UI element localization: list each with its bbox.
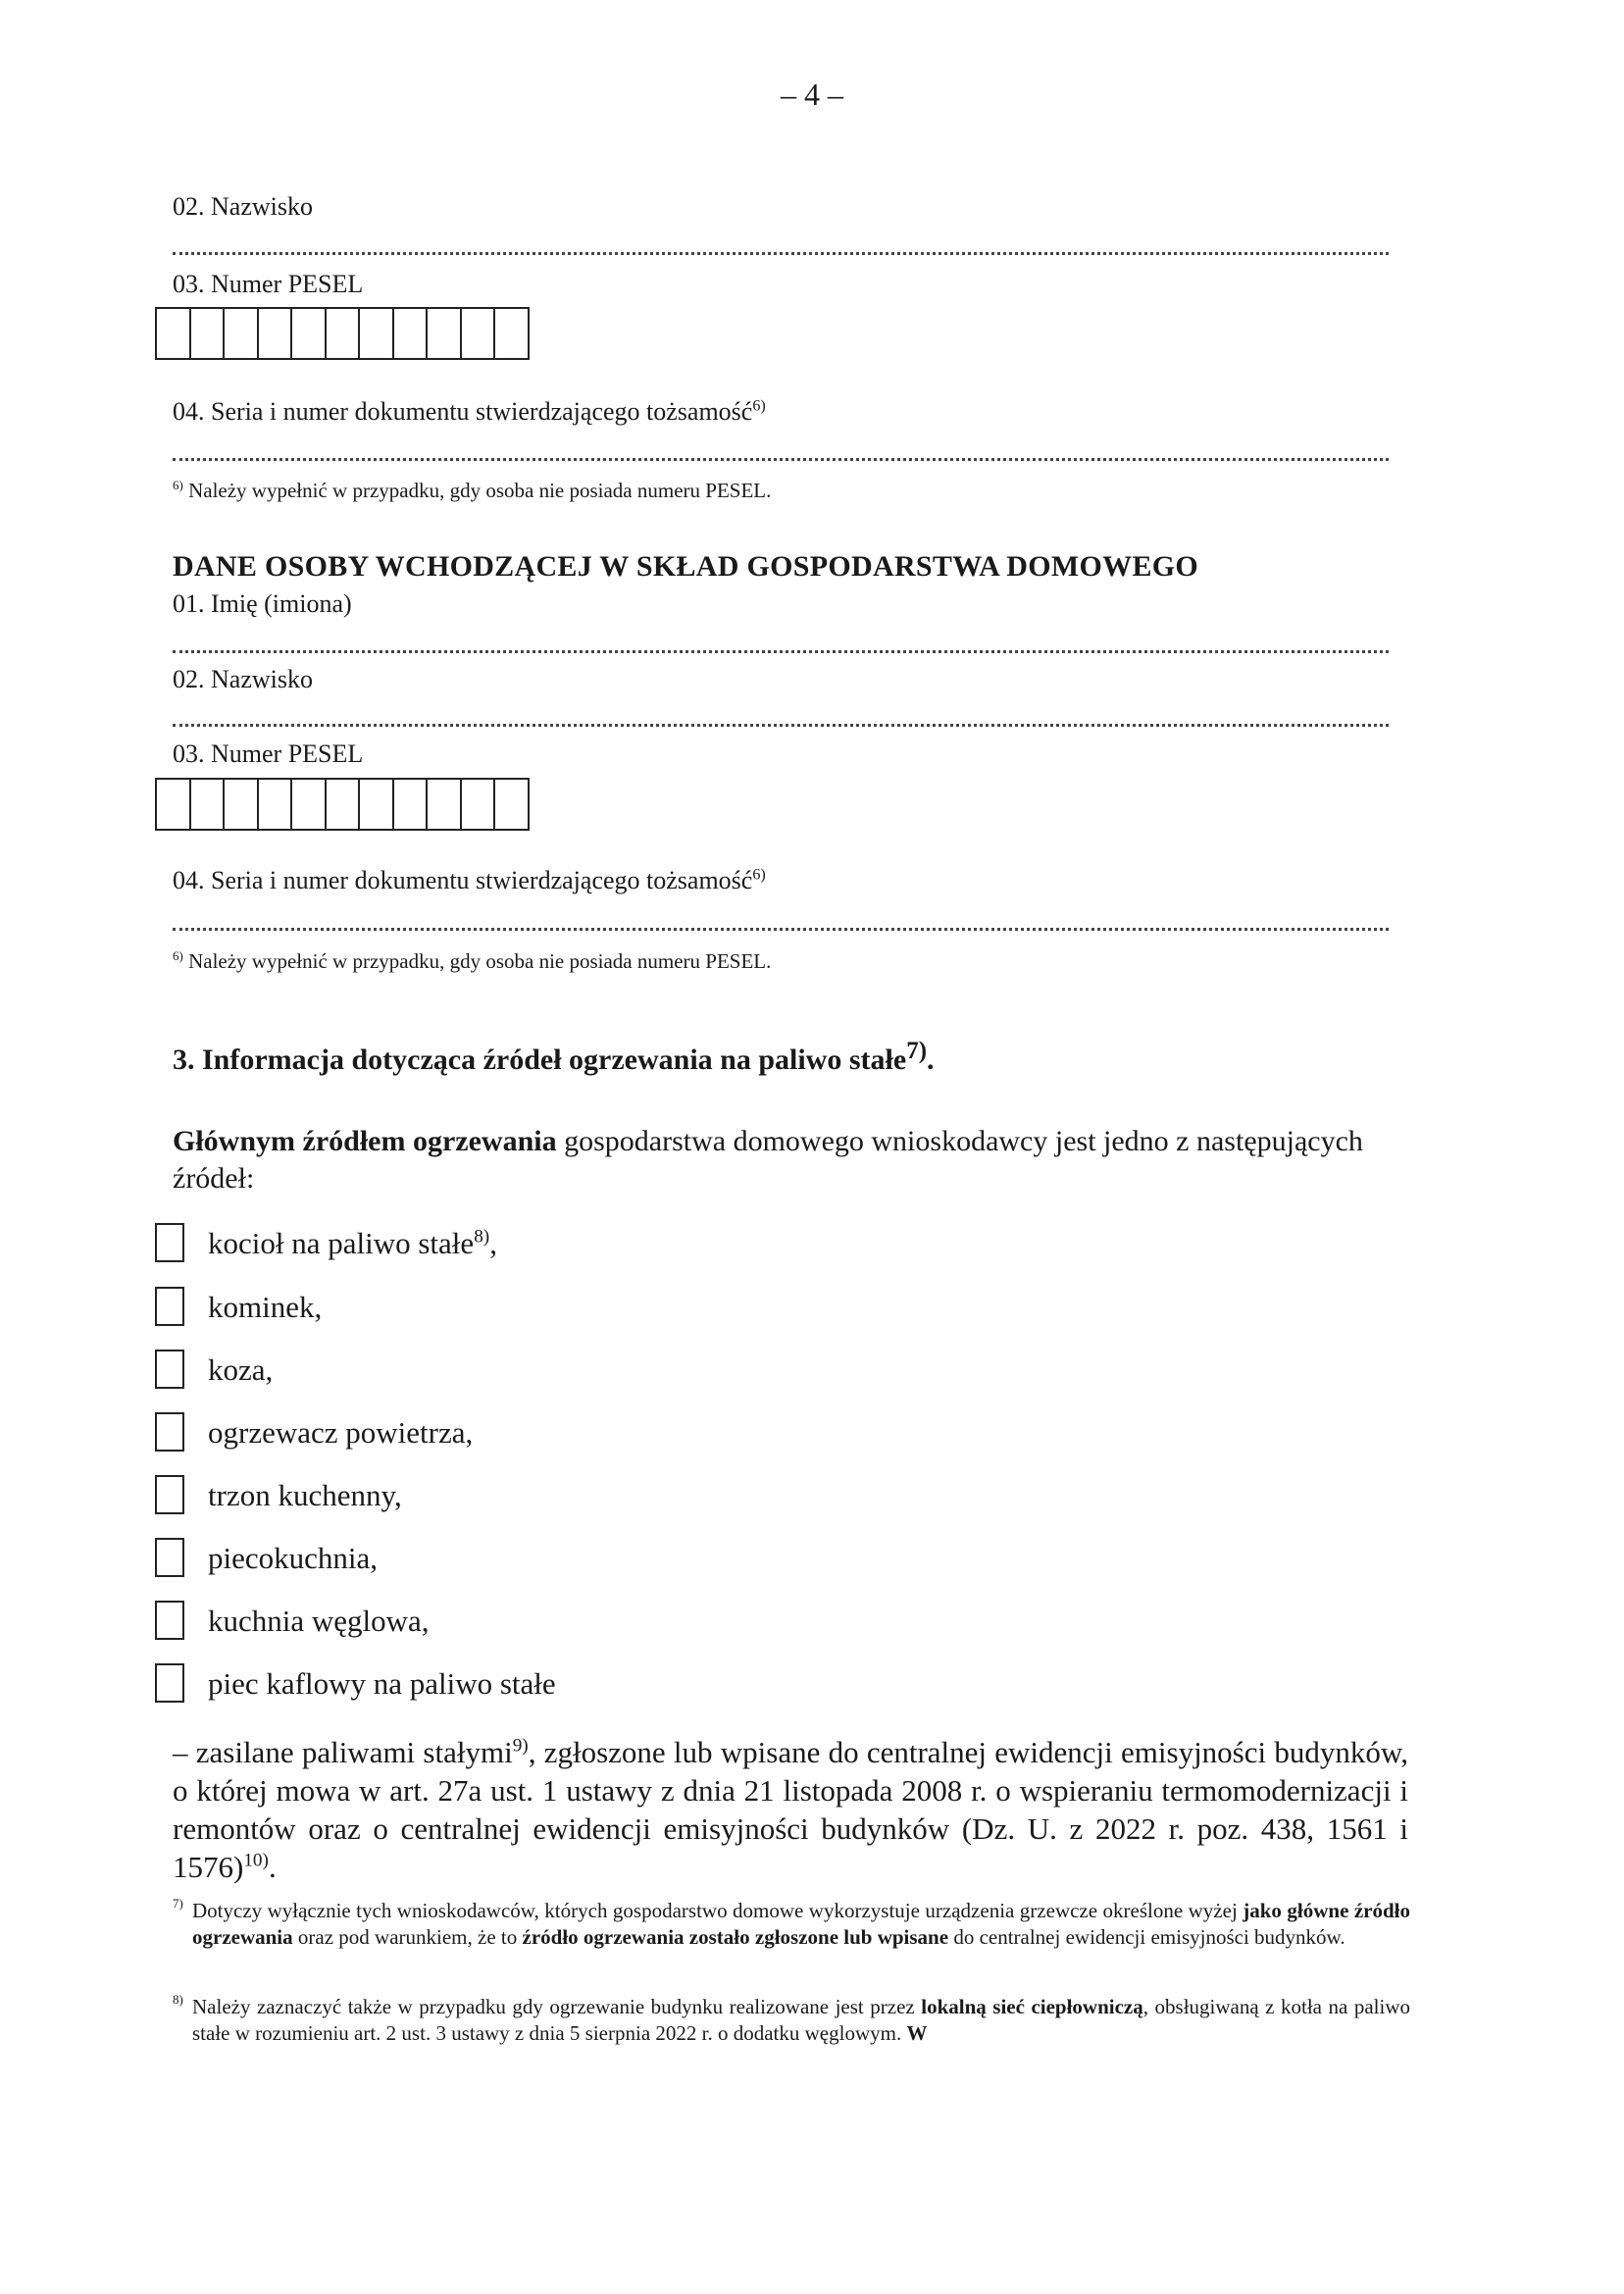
heating-option-checkbox[interactable] bbox=[155, 1663, 184, 1703]
heating-option-label bbox=[208, 1226, 497, 1261]
footnote-8: 8) Należy zaznaczyć także w przypadku gdy ogrzewanie budynku realizowane jest przez lokalną sieć ciepłowniczą, obsługiwaną z kotła na paliwo stałe w rozumieniu art. 2 ust. 3 ustawy z dnia 5 sierpnia 2022 r. o dodatku węglowym. W bbox=[173, 1992, 1410, 2045]
pesel-digit-box[interactable] bbox=[191, 309, 226, 358]
pesel-digit-box[interactable] bbox=[292, 309, 327, 358]
id-document-label bbox=[173, 866, 766, 895]
heating-option-checkbox[interactable] bbox=[155, 1223, 184, 1262]
pesel-digit-box[interactable] bbox=[495, 780, 530, 829]
pesel-digit-box[interactable] bbox=[157, 309, 191, 358]
heating-option-label: piec kaflowy na paliwo stałe bbox=[208, 1666, 556, 1701]
pesel-digit-box[interactable] bbox=[191, 780, 226, 829]
pesel-digit-box[interactable] bbox=[360, 309, 394, 358]
pesel-boxes[interactable] bbox=[155, 307, 530, 360]
pesel-digit-box[interactable] bbox=[225, 780, 259, 829]
pesel-boxes[interactable] bbox=[155, 778, 530, 831]
footnote-6 bbox=[173, 949, 771, 974]
section-heading: DANE OSOBY WCHODZĄCEJ W SKŁAD GOSPODARSTWA DOMOWEGO bbox=[173, 550, 1199, 583]
footnote-text: oraz pod warunkiem, że to bbox=[292, 1925, 523, 1949]
footnote-ref: 9) bbox=[512, 1735, 529, 1757]
pesel-digit-box[interactable] bbox=[428, 780, 462, 829]
pesel-digit-box[interactable] bbox=[225, 309, 259, 358]
footnote-text: Należy wypełnić w przypadku, gdy osoba nie posiada numeru PESEL. bbox=[182, 949, 772, 973]
option-tail: , bbox=[489, 1226, 497, 1260]
footnote-ref: 10) bbox=[243, 1850, 269, 1871]
pesel-digit-box[interactable] bbox=[259, 780, 293, 829]
pesel-digit-box[interactable] bbox=[157, 780, 191, 829]
names-label: 01. Imię (imiona) bbox=[173, 589, 352, 618]
title-period: . bbox=[927, 1044, 935, 1076]
pesel-digit-box[interactable] bbox=[327, 309, 361, 358]
heating-option-label: kuchnia węglowa, bbox=[208, 1604, 430, 1638]
footnote-7: 7) Dotyczy wyłącznie tych wnioskodawców, których gospodarstwo domowe wykorzystuje urządzenia grzewcze określone wyżej jako główne źródło ogrzewania oraz pod warunkiem, że to źródło ogrzewania zostało zgłoszone lub wpisane do centralnej ewidencji emisyjności budynków. bbox=[173, 1896, 1411, 1949]
footnote-text: Dotyczy wyłącznie tych wnioskodawców, których gospodarstwo domowe wykorzystuje urządzenia grzewcze określone wyżej bbox=[192, 1899, 1243, 1922]
id-document-field[interactable] bbox=[173, 928, 1389, 931]
heating-option-checkbox[interactable] bbox=[155, 1287, 184, 1326]
pesel-digit-box[interactable] bbox=[259, 309, 293, 358]
footnote-ref: 7) bbox=[906, 1038, 928, 1064]
pesel-digit-box[interactable] bbox=[360, 780, 394, 829]
heating-option-checkbox[interactable] bbox=[155, 1475, 184, 1514]
heating-option-checkbox[interactable] bbox=[155, 1412, 184, 1452]
footnote-text: , obsługiwaną z kotła na paliwo stałe w rozumieniu art. 2 ust. 3 ustawy z dnia 5 sierpnia 2022 r. o dodatku węglowym. bbox=[192, 1995, 1410, 2045]
heating-option-label: trzon kuchenny, bbox=[208, 1478, 402, 1512]
footnote-text: Należy wypełnić w przypadku, gdy osoba nie posiada numeru PESEL. bbox=[182, 479, 772, 502]
surname-label: 02. Nazwisko bbox=[173, 192, 313, 221]
surname-label: 02. Nazwisko bbox=[173, 665, 313, 693]
id-document-label-text: 04. Seria i numer dokumentu stwierdzającego tożsamość bbox=[173, 397, 753, 426]
pesel-digit-box[interactable] bbox=[495, 309, 530, 358]
heating-option-label: kominek, bbox=[208, 1290, 323, 1324]
heating-option-checkbox[interactable] bbox=[155, 1538, 184, 1577]
pesel-digit-box[interactable] bbox=[462, 309, 496, 358]
supplied-text-b: , zgłoszone lub wpisane do centralnej ewidencji emisyjności budynków, o której mowa w art. 27a ust. 1 ustawy z dnia 21 listopada 2008 r. o wspieraniu termomodernizacji i remontów oraz o centralnej ewidencji emisyjności budynków (Dz. U. z 2022 r. poz. 438, 1561 i 1576) bbox=[173, 1735, 1408, 1884]
footnote-ref: 8) bbox=[474, 1226, 490, 1248]
section-3-title bbox=[173, 1038, 935, 1077]
supplied-paragraph bbox=[173, 1733, 1408, 1886]
section-3-title-text: 3. Informacja dotycząca źródeł ogrzewania na paliwo stałe bbox=[173, 1044, 907, 1076]
footnote-text: do centralnej ewidencji emisyjności budynków. bbox=[948, 1925, 1345, 1949]
heating-option-checkbox[interactable] bbox=[155, 1350, 184, 1389]
pesel-digit-box[interactable] bbox=[428, 309, 462, 358]
surname-field[interactable] bbox=[173, 724, 1389, 727]
footnote-text: Należy zaznaczyć także w przypadku gdy ogrzewanie budynku realizowane jest przez bbox=[192, 1995, 922, 2018]
pesel-digit-box[interactable] bbox=[394, 309, 429, 358]
heating-intro-text: gospodarstwa domowego wnioskodawcy jest jedno z następujących źródeł: bbox=[173, 1125, 1363, 1195]
footnote-ref: 6) bbox=[752, 866, 766, 884]
supplied-period: . bbox=[268, 1850, 277, 1884]
footnote-bold: źródło ogrzewania zostało zgłoszone lub wpisane bbox=[522, 1925, 949, 1949]
heating-option-label: ogrzewacz powietrza, bbox=[208, 1415, 474, 1450]
pesel-digit-box[interactable] bbox=[394, 780, 429, 829]
heating-intro bbox=[173, 1123, 1408, 1198]
surname-field[interactable] bbox=[173, 252, 1389, 255]
option-text: kocioł na paliwo stałe bbox=[208, 1226, 475, 1260]
id-document-label-text: 04. Seria i numer dokumentu stwierdzającego tożsamość bbox=[173, 866, 753, 894]
footnote-6 bbox=[173, 479, 771, 503]
heating-option-label: koza, bbox=[208, 1352, 274, 1387]
pesel-digit-box[interactable] bbox=[327, 780, 361, 829]
footnote-bold: W bbox=[906, 2021, 928, 2045]
footnote-ref: 6) bbox=[752, 397, 766, 415]
pesel-digit-box[interactable] bbox=[292, 780, 327, 829]
pesel-digit-box[interactable] bbox=[462, 780, 496, 829]
footnote-bold: lokalną sieć ciepłowniczą bbox=[921, 1995, 1143, 2018]
heating-option-checkbox[interactable] bbox=[155, 1601, 184, 1640]
footnote-mark: 6) bbox=[173, 948, 183, 963]
footnote-bold: jako główne źródło ogrzewania bbox=[192, 1899, 1411, 1949]
heating-intro-bold: Głównym źródłem ogrzewania bbox=[173, 1125, 557, 1157]
id-document-field[interactable] bbox=[173, 458, 1389, 461]
page-number: – 4 – bbox=[781, 76, 843, 112]
pesel-label: 03. Numer PESEL bbox=[173, 739, 364, 768]
heating-option-label: piecokuchnia, bbox=[208, 1541, 379, 1575]
names-field[interactable] bbox=[173, 650, 1389, 653]
id-document-label bbox=[173, 397, 766, 427]
supplied-text-a: – zasilane paliwami stałymi bbox=[173, 1735, 513, 1769]
pesel-label: 03. Numer PESEL bbox=[173, 270, 364, 298]
footnote-mark: 6) bbox=[173, 478, 183, 492]
